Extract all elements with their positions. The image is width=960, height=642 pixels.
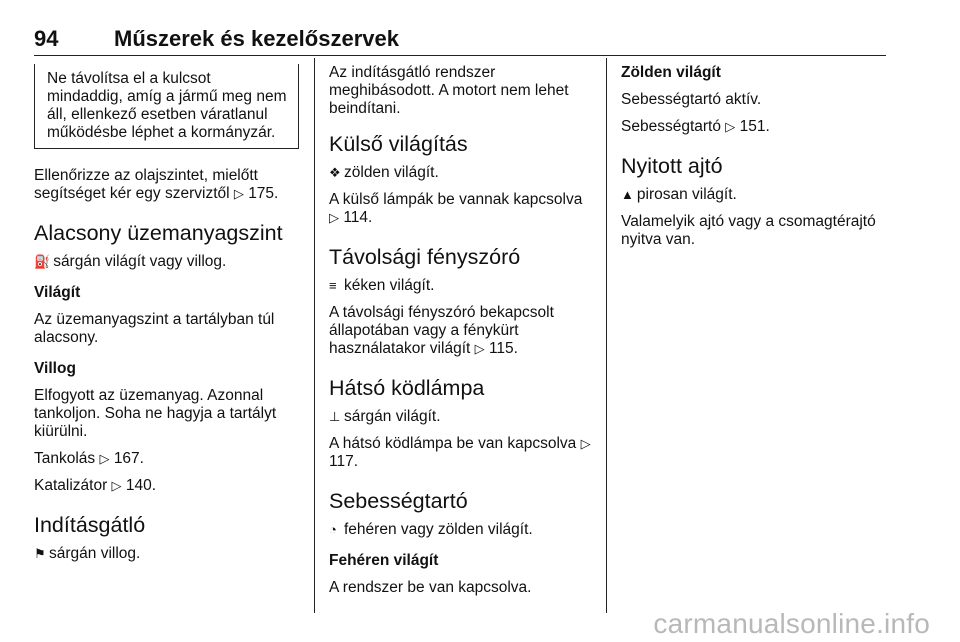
cruise-desc: ◔ fehéren vagy zölden világít. bbox=[329, 521, 533, 538]
door-desc: ▲ pirosan világít. bbox=[621, 186, 737, 203]
cruise-green-text: Sebességtartó aktív. bbox=[621, 91, 762, 108]
column-1 bbox=[34, 64, 299, 572]
high-beam-desc: ≡ kéken világít. bbox=[329, 277, 435, 294]
cruise-reference: Sebességtartó ▷ 151. bbox=[621, 118, 770, 135]
rear-fog-text: A hátsó ködlámpa be van kapcsolva ▷ 117. bbox=[329, 435, 591, 470]
page-reference-icon: ▷ bbox=[99, 451, 110, 466]
column-divider bbox=[606, 58, 607, 613]
oil-paragraph: Ellenőrizze az olajszintet, mielőtt segítséget kér egy szerviztől ▷ 175. bbox=[34, 167, 279, 202]
exterior-text: A külső lámpák be vannak kapcsolva ▷ 114. bbox=[329, 191, 583, 226]
page-reference-icon: ▷ bbox=[725, 119, 736, 134]
immobiliser-continued: Az indításgátló rendszer meghibásodott. A motort nem lehet beindítani. bbox=[329, 64, 569, 117]
chapter-title: Műszerek és kezelőszervek bbox=[114, 26, 399, 51]
high-beam-text: A távolsági fényszóró bekapcsolt állapotában vagy a fénykürt használatakor világít ▷ 115. bbox=[329, 304, 554, 357]
page-header bbox=[34, 26, 886, 54]
cruise-white-text: A rendszer be van kapcsolva. bbox=[329, 579, 532, 596]
fuel-lit-heading: Világít bbox=[34, 284, 81, 301]
high-beam-heading: Távolsági fényszóró bbox=[329, 245, 521, 269]
column-3 bbox=[621, 64, 886, 258]
exterior-heading: Külső világítás bbox=[329, 132, 468, 156]
header-rule bbox=[34, 55, 886, 56]
page-reference-icon: ▷ bbox=[111, 478, 122, 493]
refuel-reference: Tankolás ▷ 167. bbox=[34, 450, 144, 467]
cruise-control-icon: ◔ bbox=[329, 522, 337, 537]
fuel-heading: Alacsony üzemanyagszint bbox=[34, 221, 283, 245]
fuel-desc: ⛽ sárgán világít vagy villog. bbox=[34, 253, 227, 270]
rear-fog-desc: ⊥ sárgán világít. bbox=[329, 408, 441, 425]
notice-text: Ne távolítsa el a kulcsot mindaddig, amíg a jármű meg nem áll, ellenkező esetben váratlanul működésbe léphet a kormányzár. bbox=[47, 70, 287, 141]
page-reference-icon: ▷ bbox=[580, 436, 591, 451]
immobiliser-heading: Indításgátló bbox=[34, 513, 146, 537]
page-number: 94 bbox=[34, 26, 59, 51]
cruise-green-heading: Zölden világít bbox=[621, 64, 721, 81]
exterior-desc: ❖ zölden világít. bbox=[329, 164, 439, 181]
side-lights-icon: ❖ bbox=[329, 165, 341, 180]
column-2 bbox=[329, 64, 591, 606]
oil-ref: 175. bbox=[248, 185, 279, 202]
fuel-flash-text: Elfogyott az üzemanyag. Azonnal tankoljon. Soha ne hagyja a tartályt kiürülni. bbox=[34, 387, 277, 440]
fuel-flash-heading: Villog bbox=[34, 360, 76, 377]
page-reference-icon: ▷ bbox=[233, 186, 244, 201]
cruise-white-heading: Fehéren világít bbox=[329, 552, 439, 569]
door-open-icon: ▲ bbox=[621, 187, 634, 202]
notice-box bbox=[34, 64, 299, 149]
page-reference-icon: ▷ bbox=[474, 341, 485, 356]
high-beam-icon: ≡ bbox=[329, 278, 337, 293]
watermark: carmanualsonline.info bbox=[653, 608, 930, 639]
column-divider bbox=[314, 58, 315, 613]
cruise-heading: Sebességtartó bbox=[329, 489, 468, 513]
page-reference-icon: ▷ bbox=[329, 210, 339, 225]
rear-fog-icon: ⊥ bbox=[329, 409, 341, 424]
rear-fog-heading: Hátsó ködlámpa bbox=[329, 376, 485, 400]
fuel-lit-text: Az üzemanyagszint a tartályban túl alacsony. bbox=[34, 311, 275, 346]
catalyst-reference: Katalizátor ▷ 140. bbox=[34, 477, 157, 494]
car-key-icon: ⚑ bbox=[34, 546, 46, 561]
door-text: Valamelyik ajtó vagy a csomagtérajtó nyitva van. bbox=[621, 213, 876, 248]
door-heading: Nyitott ajtó bbox=[621, 154, 723, 178]
fuel-pump-icon: ⛽ bbox=[34, 254, 51, 269]
immobiliser-desc: ⚑ sárgán villog. bbox=[34, 545, 141, 562]
